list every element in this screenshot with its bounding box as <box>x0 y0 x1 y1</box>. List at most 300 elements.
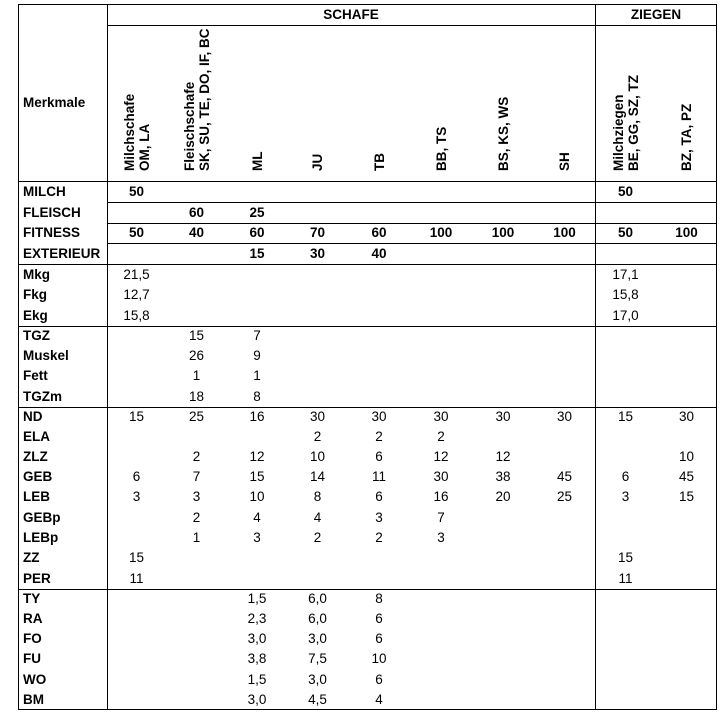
table-cell: 15 <box>188 328 205 344</box>
table-cell: 40 <box>188 225 205 241</box>
table-cell <box>166 243 227 264</box>
row-label-milch: MILCH <box>23 183 66 199</box>
table-cell: 2 <box>437 429 445 445</box>
table-cell <box>287 548 348 568</box>
table-cell <box>227 548 287 568</box>
row-label-fleisch: FLEISCH <box>23 204 81 220</box>
table-cell <box>107 243 166 264</box>
table-cell <box>287 326 348 346</box>
group-label-ziegen: ZIEGEN <box>630 6 682 22</box>
table-cell <box>656 589 717 609</box>
table-cell <box>595 609 656 629</box>
table-cell <box>107 447 166 467</box>
table-cell: 18 <box>188 388 205 404</box>
table-cell <box>534 346 595 366</box>
table-cell <box>107 427 166 447</box>
table-cell: 15,8 <box>123 307 150 323</box>
table-cell <box>287 181 348 202</box>
table-cell <box>287 568 348 589</box>
table-cell <box>656 427 717 447</box>
column-header-4 <box>372 153 387 171</box>
table-cell: 4 <box>313 509 322 525</box>
column-header-line1: Fleischschafe <box>181 81 197 171</box>
column-header-8 <box>611 75 641 171</box>
table-cell: 25 <box>556 489 573 505</box>
table-cell: 100 <box>675 225 698 241</box>
table-cell: 8 <box>253 388 261 404</box>
table-cell: 15 <box>678 489 695 505</box>
table-cell <box>595 346 656 366</box>
table-cell <box>410 386 472 407</box>
column-header-line1: Milchziegen <box>610 94 626 171</box>
table-cell <box>227 285 287 305</box>
table-cell <box>595 669 656 690</box>
row-label-fo: FO <box>23 631 42 647</box>
table-cell <box>472 285 534 305</box>
table-cell: 25 <box>249 204 265 220</box>
table-cell <box>595 528 656 548</box>
table-cell <box>107 589 166 609</box>
table-cell: 2,3 <box>247 611 267 627</box>
table-cell: 8 <box>313 489 322 505</box>
table-cell <box>472 427 534 447</box>
table-cell: 40 <box>371 245 387 261</box>
table-cell <box>287 366 348 386</box>
table-cell <box>534 264 595 285</box>
row-label-ra: RA <box>23 611 43 627</box>
table-cell: 10 <box>678 449 695 465</box>
row-label-fu: FU <box>23 651 41 667</box>
table-cell <box>410 202 472 223</box>
table-cell: 30 <box>309 409 326 425</box>
table-cell <box>534 202 595 223</box>
table-cell <box>410 589 472 609</box>
table-cell: 30 <box>371 409 387 425</box>
table-cell: 30 <box>433 469 449 485</box>
table-cell: 10 <box>371 651 387 667</box>
table-cell <box>656 649 717 669</box>
table-cell: 100 <box>553 225 576 241</box>
table-cell <box>348 326 410 346</box>
row-label-zz: ZZ <box>23 550 40 566</box>
column-header-line1: BS, KS, WS <box>495 96 511 171</box>
table-cell: 16 <box>249 409 265 425</box>
table-cell: 4 <box>253 509 261 525</box>
table-cell <box>410 609 472 629</box>
table-cell <box>534 629 595 649</box>
table-cell <box>348 181 410 202</box>
table-cell: 10 <box>309 449 326 465</box>
row-label-nd: ND <box>23 409 43 425</box>
table-cell <box>534 609 595 629</box>
table-cell <box>410 649 472 669</box>
table-cell: 15 <box>249 469 265 485</box>
table-cell: 3 <box>621 489 630 505</box>
table-cell: 50 <box>128 183 145 199</box>
table-cell <box>595 649 656 669</box>
table-cell <box>656 669 717 690</box>
table-cell <box>287 202 348 223</box>
table-cell <box>595 427 656 447</box>
table-cell <box>227 305 287 326</box>
table-cell <box>348 568 410 589</box>
table-cell: 2 <box>313 429 322 445</box>
table-cell <box>107 326 166 346</box>
table-cell: 16 <box>433 489 449 505</box>
table-cell <box>595 202 656 223</box>
table-cell <box>472 386 534 407</box>
table-cell <box>410 629 472 649</box>
table-cell <box>656 181 717 202</box>
table-cell: 50 <box>617 225 634 241</box>
table-cell: 60 <box>249 225 265 241</box>
table-cell <box>595 447 656 467</box>
row-label-ty: TY <box>23 591 41 607</box>
table-cell <box>166 649 227 669</box>
table-cell <box>348 285 410 305</box>
header-corner-label: Merkmale <box>23 95 86 111</box>
column-header-line1: Milchschafe <box>121 93 137 171</box>
table-cell: 3 <box>132 489 141 505</box>
table-cell: 30 <box>433 409 449 425</box>
table-cell <box>534 568 595 589</box>
table-cell: 10 <box>249 489 265 505</box>
table-cell: 30 <box>495 409 511 425</box>
table-cell <box>656 609 717 629</box>
table-cell <box>595 507 656 528</box>
table-cell: 1 <box>192 530 201 546</box>
table-cell <box>534 589 595 609</box>
table-cell: 6 <box>621 469 630 485</box>
column-header-9 <box>679 104 694 171</box>
table-cell: 2 <box>375 530 383 546</box>
table-cell: 11 <box>371 469 386 485</box>
table-cell: 12 <box>495 449 511 465</box>
table-cell <box>534 366 595 386</box>
table-cell <box>534 427 595 447</box>
table-cell: 1 <box>192 368 201 384</box>
row-label-fitness: FITNESS <box>23 225 81 241</box>
table-cell <box>656 629 717 649</box>
table-cell: 25 <box>188 409 205 425</box>
table-cell: 45 <box>556 469 573 485</box>
column-header-line1: JU <box>310 153 325 171</box>
table-cell <box>656 202 717 223</box>
table-cell: 8 <box>375 591 383 607</box>
table-cell: 6 <box>375 631 383 647</box>
table-cell: 2 <box>192 509 201 525</box>
table-cell <box>656 326 717 346</box>
table-cell <box>656 386 717 407</box>
table-cell <box>534 690 595 710</box>
table-cell: 50 <box>128 225 145 241</box>
table-cell <box>472 629 534 649</box>
table-cell <box>410 305 472 326</box>
table-cell <box>595 589 656 609</box>
table-cell <box>472 305 534 326</box>
table-cell <box>410 548 472 568</box>
table-cell <box>287 386 348 407</box>
table-cell: 4,5 <box>308 692 327 708</box>
row-label-per: PER <box>23 570 51 586</box>
column-header-1 <box>182 28 212 171</box>
table-cell: 6 <box>375 671 383 687</box>
table-cell <box>227 264 287 285</box>
table-cell: 6 <box>375 611 383 627</box>
table-cell <box>410 669 472 690</box>
table-cell <box>166 264 227 285</box>
table-cell: 1,5 <box>247 671 267 687</box>
table-cell: 12 <box>249 449 265 465</box>
table-cell: 20 <box>495 489 511 505</box>
table-cell <box>348 548 410 568</box>
row-label-muskel: Muskel <box>23 348 69 364</box>
table-cell <box>166 285 227 305</box>
table-cell: 60 <box>188 204 205 220</box>
table-cell: 3 <box>253 530 261 546</box>
table-cell: 50 <box>617 183 634 199</box>
table-cell <box>534 548 595 568</box>
table-cell: 11 <box>129 570 144 586</box>
table-cell <box>656 507 717 528</box>
table-cell <box>166 427 227 447</box>
table-cell <box>595 386 656 407</box>
table-cell <box>410 568 472 589</box>
table-cell <box>534 305 595 326</box>
table-cell <box>656 305 717 326</box>
table-cell: 3,0 <box>247 692 267 708</box>
table-cell <box>472 326 534 346</box>
table-cell: 1,5 <box>247 591 267 607</box>
table-cell <box>107 346 166 366</box>
table-cell <box>472 649 534 669</box>
table-cell <box>287 346 348 366</box>
table-cell <box>410 285 472 305</box>
column-header-line2: OM, LA <box>136 123 152 171</box>
table-cell: 17,1 <box>612 266 639 282</box>
column-header-line1: ML <box>249 151 265 171</box>
column-header-line1: BZ, TA, PZ <box>679 103 694 171</box>
table-cell <box>410 346 472 366</box>
table-cell: 30 <box>678 409 695 425</box>
table-cell <box>472 690 534 710</box>
table-cell <box>107 366 166 386</box>
table-cell <box>107 649 166 669</box>
group-label-schafe: SCHAFE <box>323 6 379 22</box>
table-cell <box>534 507 595 528</box>
table-cell <box>595 326 656 346</box>
column-header-5 <box>434 127 449 171</box>
column-header-line1: BB, TS <box>433 126 449 171</box>
table-cell <box>472 243 534 264</box>
table-cell: 3,0 <box>308 631 327 647</box>
table-cell: 30 <box>309 245 326 261</box>
table-cell <box>656 548 717 568</box>
table-cell: 1 <box>253 368 261 384</box>
table-cell <box>166 669 227 690</box>
table-cell <box>410 264 472 285</box>
column-header-0 <box>122 94 152 171</box>
table-cell <box>107 386 166 407</box>
table-cell: 14 <box>309 469 326 485</box>
table-cell: 17,0 <box>612 307 639 323</box>
table-cell <box>472 548 534 568</box>
table-cell <box>534 649 595 669</box>
row-label-mkg: Mkg <box>23 266 50 282</box>
table-cell: 70 <box>309 225 326 241</box>
table-cell: 3 <box>192 489 201 505</box>
table-cell: 26 <box>188 348 205 364</box>
table-cell <box>166 629 227 649</box>
table-cell: 45 <box>678 469 695 485</box>
table-cell <box>595 243 656 264</box>
table-cell <box>472 202 534 223</box>
table-cell <box>166 568 227 589</box>
column-header-line1: TB <box>371 153 387 171</box>
table-cell <box>472 181 534 202</box>
table-cell <box>534 669 595 690</box>
table-cell <box>227 427 287 447</box>
table-cell <box>656 264 717 285</box>
row-label-ekg: Ekg <box>23 307 48 323</box>
table-cell: 9 <box>253 348 261 364</box>
table-cell: 7 <box>253 328 261 344</box>
table-cell: 30 <box>556 409 573 425</box>
table-cell <box>287 305 348 326</box>
table-cell <box>656 568 717 589</box>
table-cell <box>166 181 227 202</box>
table-cell <box>166 548 227 568</box>
table-cell: 15 <box>617 409 634 425</box>
column-header-6 <box>496 97 511 171</box>
row-label-fkg: Fkg <box>23 287 48 303</box>
row-label-leb: LEB <box>23 489 50 505</box>
table-cell <box>107 690 166 710</box>
table-cell <box>166 690 227 710</box>
table-cell <box>410 326 472 346</box>
table-cell <box>287 264 348 285</box>
table-cell: 12 <box>433 449 449 465</box>
row-label-lebp: LEBp <box>23 530 59 546</box>
table-cell <box>472 609 534 629</box>
table-cell <box>656 366 717 386</box>
table-cell <box>348 264 410 285</box>
row-label-geb: GEB <box>23 469 53 485</box>
table-cell <box>472 568 534 589</box>
column-header-2 <box>250 152 265 172</box>
table-cell <box>166 589 227 609</box>
table-cell: 21,5 <box>123 266 150 282</box>
table-cell <box>348 386 410 407</box>
table-cell <box>348 202 410 223</box>
table-cell <box>287 285 348 305</box>
table-cell: 3,0 <box>308 671 327 687</box>
table-cell: 11 <box>618 570 633 586</box>
table-cell <box>472 366 534 386</box>
table-cell <box>534 447 595 467</box>
row-label-exterieur: EXTERIEUR <box>23 245 101 261</box>
table-cell: 3 <box>375 509 383 525</box>
column-header-line1: SH <box>557 152 572 171</box>
table-cell <box>410 243 472 264</box>
table-cell <box>107 507 166 528</box>
table-cell <box>348 346 410 366</box>
table-cell: 100 <box>491 225 515 241</box>
row-label-ela: ELA <box>23 429 50 445</box>
row-label-fett: Fett <box>23 368 48 384</box>
table-cell: 4 <box>375 692 383 708</box>
table-cell: 7 <box>192 469 201 485</box>
table-cell: 3 <box>437 530 445 546</box>
table-cell <box>107 669 166 690</box>
table-cell: 38 <box>495 469 511 485</box>
table-cell <box>472 346 534 366</box>
table-cell: 3,8 <box>247 651 267 667</box>
table-cell: 6 <box>132 469 141 485</box>
table-cell: 2 <box>313 530 322 546</box>
table-cell <box>534 386 595 407</box>
table-cell: 6,0 <box>308 611 327 627</box>
table-cell <box>166 609 227 629</box>
table-cell <box>595 366 656 386</box>
table-cell <box>410 366 472 386</box>
table-cell: 6 <box>375 489 383 505</box>
table-cell <box>348 366 410 386</box>
table-cell <box>410 690 472 710</box>
table-cell <box>656 528 717 548</box>
table-cell <box>595 629 656 649</box>
row-label-tgzm: TGZm <box>23 388 62 404</box>
table-cell <box>348 305 410 326</box>
table-cell: 3,0 <box>247 631 267 647</box>
table-cell: 15 <box>128 409 145 425</box>
row-label-tgz: TGZ <box>23 328 50 344</box>
table-cell <box>534 285 595 305</box>
table-cell <box>656 346 717 366</box>
table-cell <box>534 243 595 264</box>
table-cell: 6,0 <box>308 591 327 607</box>
column-header-line2: SK, SU, TE, DO, IF, BC <box>196 28 212 171</box>
table-cell <box>107 528 166 548</box>
table-cell <box>656 690 717 710</box>
table-cell: 2 <box>192 449 201 465</box>
table-cell: 100 <box>429 225 453 241</box>
table-cell <box>534 326 595 346</box>
table-cell: 12,7 <box>123 287 150 303</box>
table-cell: 15,8 <box>612 287 639 303</box>
row-label-wo: WO <box>23 671 47 687</box>
table-cell <box>656 285 717 305</box>
table-cell <box>472 507 534 528</box>
row-label-zlz: ZLZ <box>23 449 48 465</box>
table-cell <box>534 181 595 202</box>
column-header-line2: BE, GG, SZ, TZ <box>625 74 641 171</box>
table-cell: 2 <box>375 429 383 445</box>
table-cell: 6 <box>375 449 383 465</box>
table-cell <box>227 181 287 202</box>
table-cell <box>107 202 166 223</box>
table-cell: 15 <box>128 550 145 566</box>
table-cell: 7,5 <box>308 651 327 667</box>
table-cell <box>472 528 534 548</box>
table-cell <box>472 589 534 609</box>
table-cell <box>107 629 166 649</box>
table-cell: 15 <box>617 550 634 566</box>
table-cell: 7 <box>437 509 445 525</box>
table-cell <box>472 669 534 690</box>
table-cell <box>107 609 166 629</box>
row-label-gebp: GEBp <box>23 509 61 525</box>
